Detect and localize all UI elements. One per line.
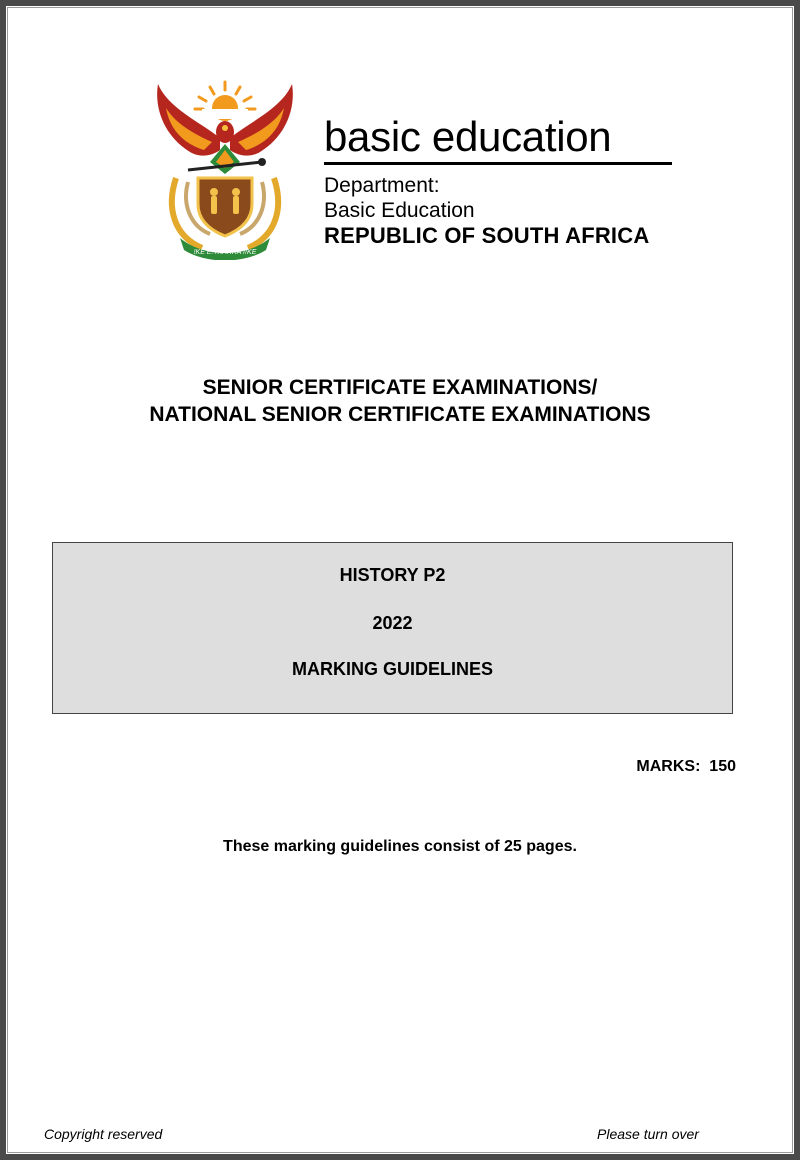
department-label: Department:: [324, 174, 440, 197]
page-count-note: These marking guidelines consist of 25 pages.: [223, 838, 577, 855]
subject-box: [52, 542, 733, 714]
brand-title: basic education: [324, 114, 672, 165]
exam-year: 2022: [372, 613, 413, 633]
footer-turn-over: Please turn over: [597, 1126, 699, 1142]
exam-heading-line2: NATIONAL SENIOR CERTIFICATE EXAMINATIONS: [149, 403, 651, 426]
sun-icon: [195, 82, 255, 121]
exam-heading: [6, 374, 794, 428]
department-name: Basic Education: [324, 199, 475, 222]
crest-motto: !KE E: /XARRA //KE: [193, 249, 257, 256]
country-name: REPUBLIC OF SOUTH AFRICA: [324, 223, 650, 248]
coat-of-arms-icon: [150, 78, 300, 260]
exam-heading-line1: SENIOR CERTIFICATE EXAMINATIONS/: [202, 376, 598, 399]
department-brand: [324, 114, 676, 249]
subject-title: HISTORY P2: [339, 565, 446, 585]
footer-copyright: Copyright reserved: [44, 1126, 163, 1142]
total-marks: MARKS: 150: [636, 758, 736, 775]
document-type: MARKING GUIDELINES: [291, 659, 493, 679]
